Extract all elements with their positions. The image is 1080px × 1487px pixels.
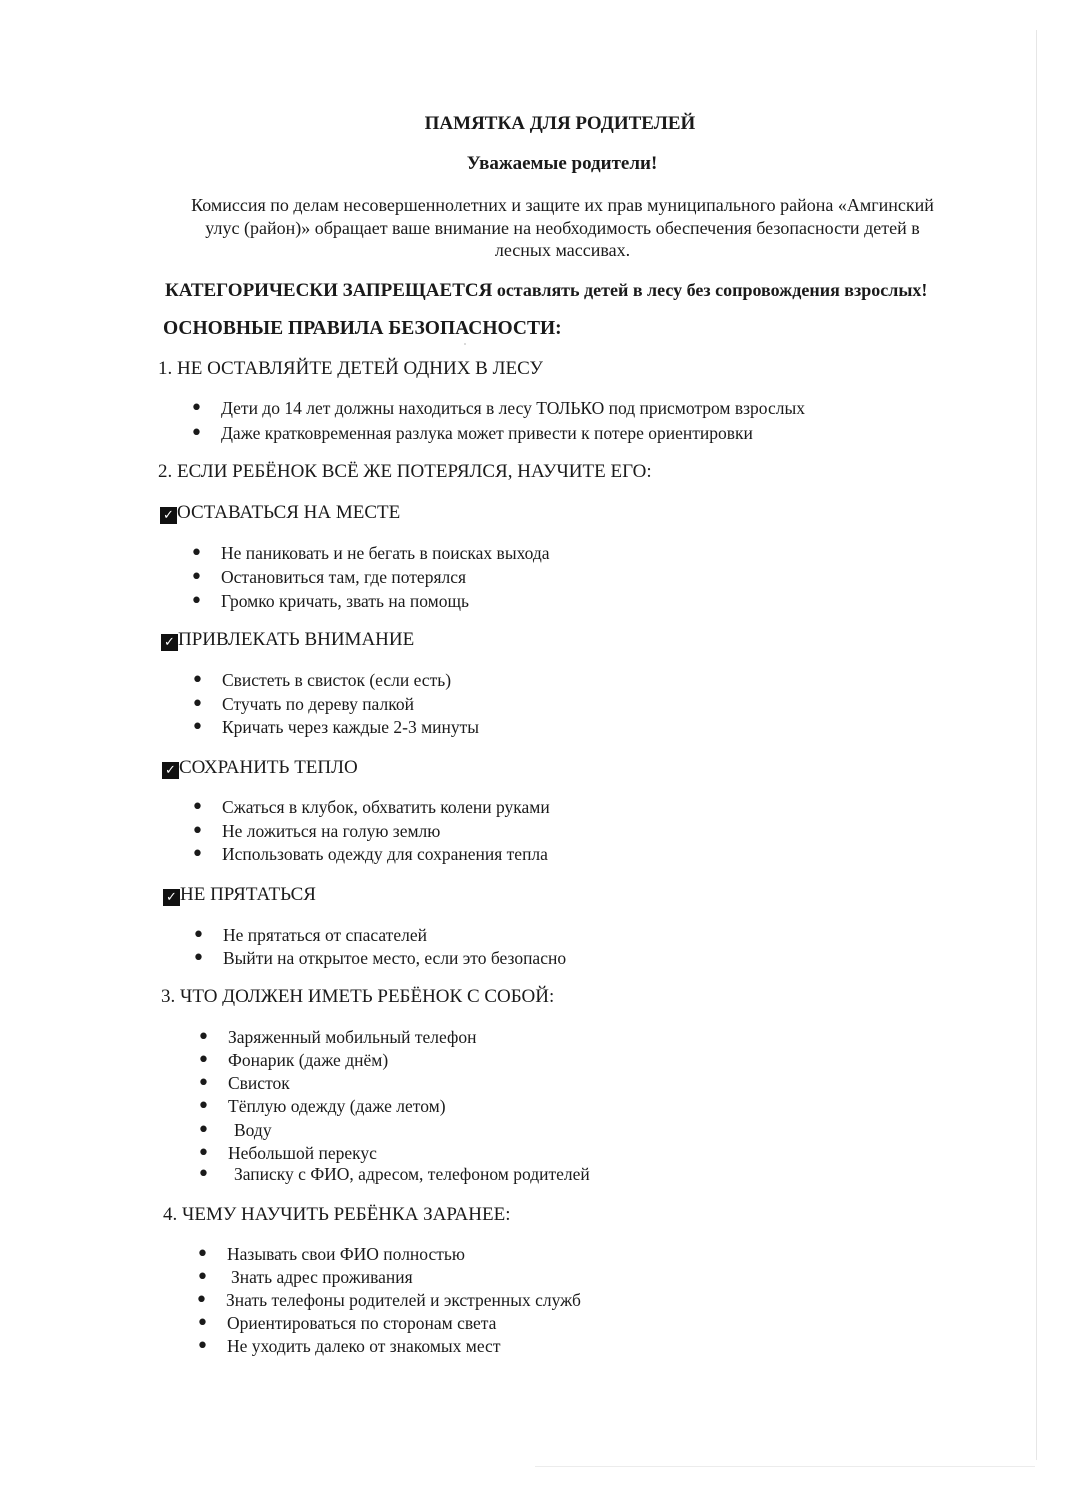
list-item-text: Стучать по дереву палкой (222, 694, 414, 714)
bullet-icon: • (195, 1288, 208, 1313)
list-item (190, 541, 550, 566)
bullet-icon: • (197, 1162, 210, 1187)
list-item-text: Сжаться в клубок, обхватить колени руками (222, 797, 550, 817)
bullet-icon: • (190, 396, 203, 421)
section-4-heading: 4. ЧЕМУ НАУЧИТЬ РЕБЁНКА ЗАРАНЕЕ: (163, 1204, 511, 1225)
subsection-label: СОХРАНИТЬ ТЕПЛО (179, 757, 358, 778)
subsection-label: ОСТАВАТЬСЯ НА МЕСТЕ (177, 502, 401, 523)
list-item (196, 1242, 465, 1267)
bullet-icon: • (192, 923, 205, 948)
checkbox-checked-icon: ✓ (162, 762, 179, 779)
list-item (197, 1025, 477, 1050)
bullet-icon: • (196, 1265, 209, 1290)
bullet-icon: • (192, 946, 205, 971)
bullet-icon: • (190, 421, 203, 446)
checkbox-checked-icon: ✓ (161, 634, 178, 651)
document-title: ПАМЯТКА ДЛЯ РОДИТЕЛЕЙ (424, 113, 696, 134)
bullet-icon: • (190, 565, 203, 590)
warning-line (165, 280, 927, 302)
list-item (190, 396, 805, 421)
rules-title: ОСНОВНЫЕ ПРАВИЛА БЕЗОПАСНОСТИ: (163, 318, 562, 339)
list-item-text: Остановиться там, где потерялся (221, 567, 467, 587)
list-item-text: Свистеть в свисток (если есть) (222, 670, 452, 690)
list-item (191, 842, 548, 867)
list-item-text: Не уходить далеко от знакомых мест (227, 1336, 501, 1356)
intro-line: Комиссия по делам несовершеннолетних и защите их прав муниципального района «Амгинский (191, 195, 934, 215)
list-item-text: Небольшой перекус (228, 1143, 377, 1163)
checkbox-checked-icon: ✓ (160, 507, 177, 524)
list-item (191, 715, 480, 740)
list-item-text: Даже кратковременная разлука может привести к потере ориентировки (221, 423, 753, 443)
greeting: Уважаемые родители! (466, 153, 658, 174)
list-item (191, 692, 414, 717)
list-item (197, 1141, 377, 1166)
intro-paragraph (150, 194, 975, 262)
list-item-text: Воду (234, 1120, 272, 1140)
intro-line: улус (район)» обращает ваше внимание на необходимость обеспечения безопасности детей в (205, 217, 920, 238)
list-item-text: Не паниковать и не бегать в поисках выхода (221, 543, 550, 563)
list-item-text: Знать телефоны родителей и экстренных служб (226, 1290, 581, 1310)
list-item-text: Записку с ФИО, адресом, телефоном родителей (234, 1164, 590, 1184)
list-item-text: Использовать одежду для сохранения тепла (222, 844, 548, 864)
list-item (197, 1118, 272, 1143)
list-item (191, 795, 550, 820)
warning-rest: оставлять детей в лесу без сопровождения взрослых! (492, 280, 928, 300)
bullet-icon: • (191, 692, 204, 717)
bullet-icon: • (196, 1311, 209, 1336)
subsection-stay-heading (160, 502, 400, 524)
list-item-text: Заряженный мобильный телефон (228, 1027, 477, 1047)
list-item (191, 668, 452, 693)
section-3-heading: 3. ЧТО ДОЛЖЕН ИМЕТЬ РЕБЁНОК С СОБОЙ: (161, 986, 555, 1007)
list-item (191, 819, 441, 844)
list-item-text: Не прятаться от спасателей (223, 925, 427, 945)
list-item (197, 1048, 389, 1073)
bullet-icon: • (191, 668, 204, 693)
checkbox-checked-icon: ✓ (163, 889, 180, 906)
list-item (195, 1288, 581, 1313)
list-item (196, 1311, 497, 1336)
subsection-label: НЕ ПРЯТАТЬСЯ (180, 884, 316, 905)
list-item-text: Фонарик (даже днём) (228, 1050, 389, 1070)
list-item (192, 946, 567, 971)
list-item (197, 1071, 290, 1096)
subsection-label: ПРИВЛЕКАТЬ ВНИМАНИЕ (178, 629, 415, 650)
section-1-heading: 1. НЕ ОСТАВЛЯЙТЕ ДЕТЕЙ ОДНИХ В ЛЕСУ (158, 358, 543, 379)
scan-speck (464, 343, 466, 345)
list-item-text: Свисток (228, 1073, 290, 1093)
list-item (196, 1265, 413, 1290)
bullet-icon: • (190, 541, 203, 566)
list-item (190, 565, 467, 590)
bullet-icon: • (197, 1025, 210, 1050)
section-2-heading: 2. ЕСЛИ РЕБЁНОК ВСЁ ЖЕ ПОТЕРЯЛСЯ, НАУЧИТЕ ЕГО: (158, 461, 652, 482)
bullet-icon: • (197, 1118, 210, 1143)
list-item-text: Громко кричать, звать на помощь (221, 591, 469, 611)
bullet-icon: • (191, 842, 204, 867)
list-item (190, 589, 469, 614)
list-item-text: Дети до 14 лет должны находиться в лесу ТОЛЬКО под присмотром взрослых (221, 398, 805, 418)
bullet-icon: • (196, 1334, 209, 1359)
bullet-icon: • (191, 715, 204, 740)
list-item (197, 1094, 446, 1119)
list-item-text: Выйти на открытое место, если это безопасно (223, 948, 567, 968)
list-item (192, 923, 427, 948)
bullet-icon: • (197, 1071, 210, 1096)
subsection-warm-heading (162, 757, 358, 779)
list-item-text: Ориентироваться по сторонам света (227, 1313, 497, 1333)
list-item-text: Знать адрес проживания (231, 1267, 413, 1287)
list-item-text: Не ложиться на голую землю (222, 821, 441, 841)
bullet-icon: • (190, 589, 203, 614)
bullet-icon: • (197, 1048, 210, 1073)
bullet-icon: • (191, 819, 204, 844)
intro-line: лесных массивах. (494, 240, 631, 260)
bullet-icon: • (197, 1141, 210, 1166)
list-item-text: Называть свои ФИО полностью (227, 1244, 465, 1264)
list-item (190, 421, 753, 446)
list-item (196, 1334, 501, 1359)
subsection-attract-heading (161, 629, 414, 651)
bullet-icon: • (197, 1094, 210, 1119)
subsection-nohide-heading (163, 884, 316, 906)
list-item-text: Кричать через каждые 2-3 минуты (222, 717, 480, 737)
list-item-text: Тёплую одежду (даже летом) (228, 1096, 446, 1116)
list-item (197, 1162, 590, 1187)
bullet-icon: • (191, 795, 204, 820)
bullet-icon: • (196, 1242, 209, 1267)
warning-strong: КАТЕГОРИЧЕСКИ ЗАПРЕЩАЕТСЯ (165, 280, 493, 301)
